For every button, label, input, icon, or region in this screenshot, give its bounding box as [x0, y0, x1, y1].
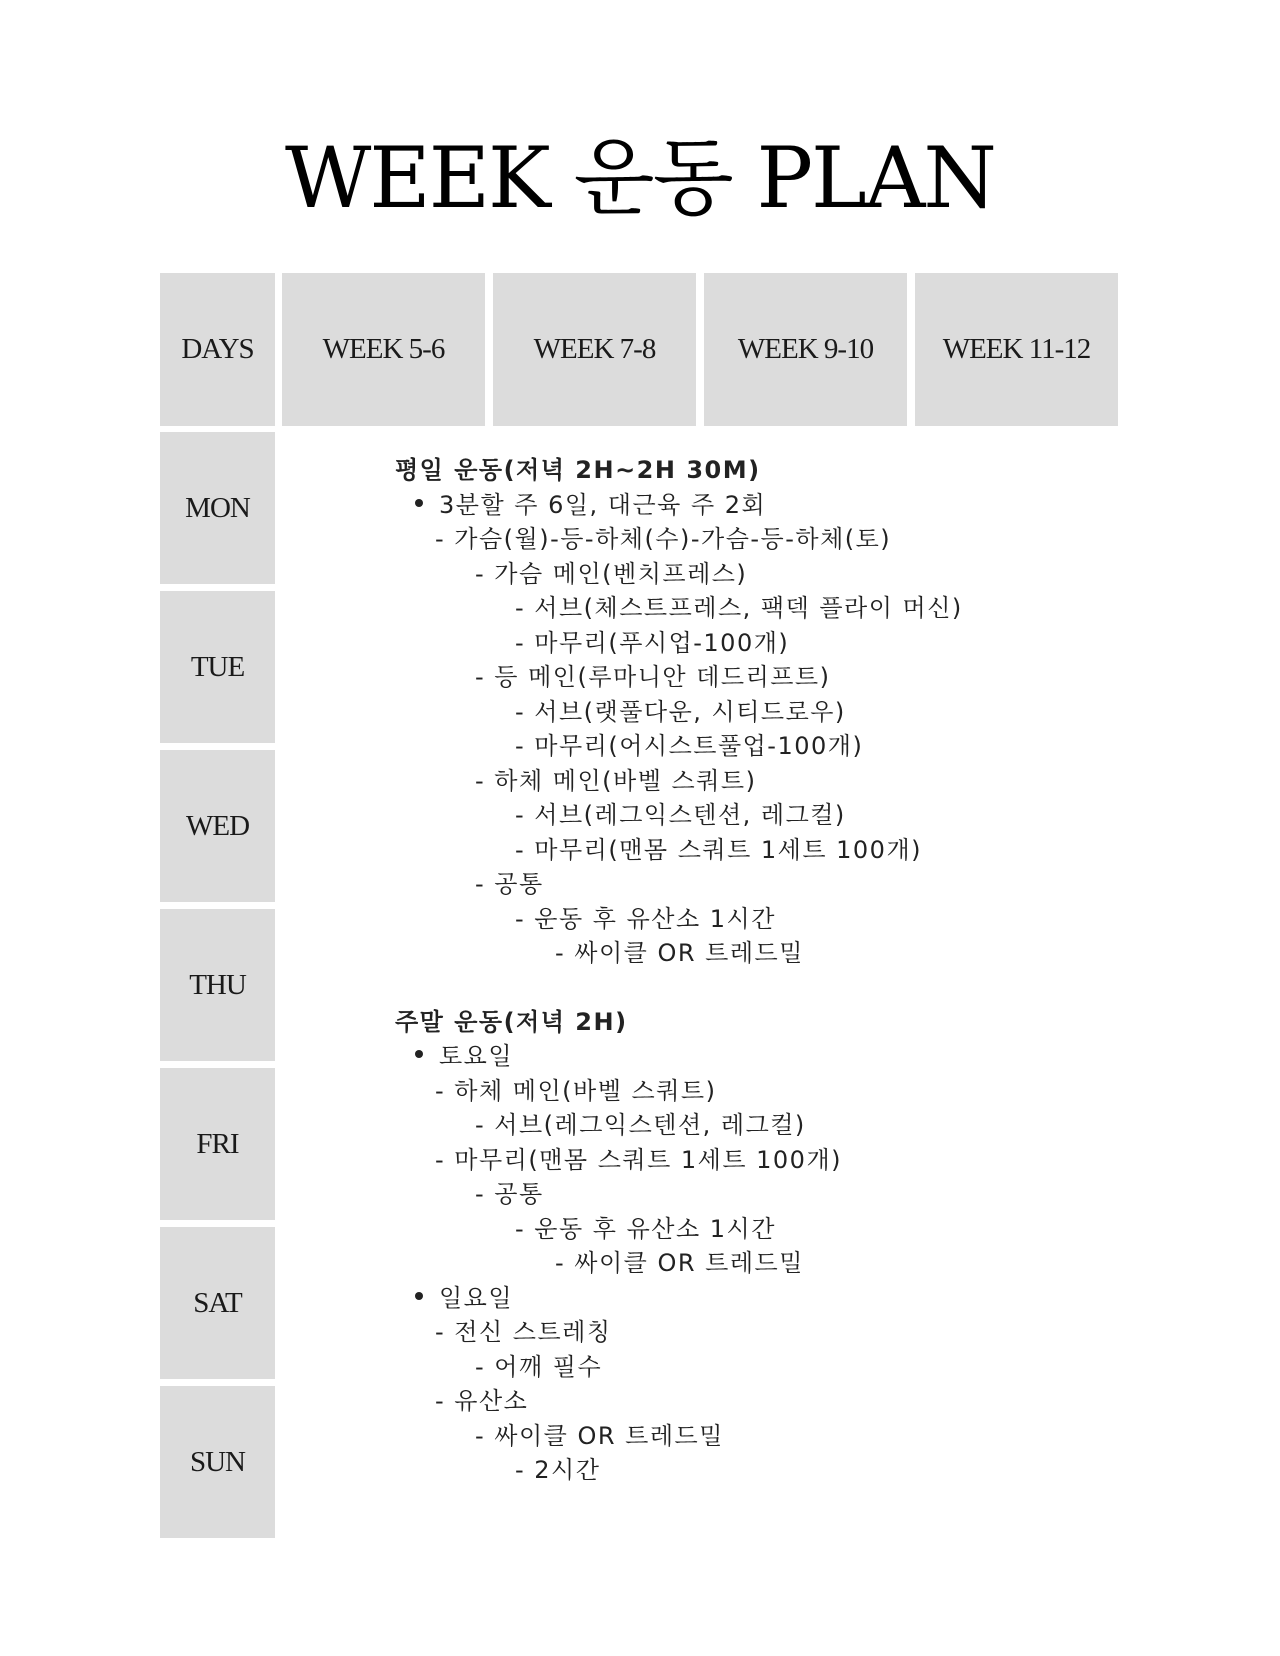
- plan-line: - 운동 후 유산소 1시간: [515, 904, 776, 933]
- plan-line: - 하체 메인(바벨 스쿼트): [475, 766, 757, 795]
- plan-line: - 가슴(월)-등-하체(수)-가슴-등-하체(토): [435, 525, 892, 553]
- plan-line: - 마무리(어시스트풀업-100개): [515, 732, 864, 760]
- weekend-plan-heading: 주말 운동(저녁 2H): [395, 1007, 628, 1036]
- plan-line: - 공통: [475, 1180, 544, 1208]
- header-week-7-8-cell: WEEK 7-8: [493, 273, 696, 426]
- day-cell-wed: WED: [160, 750, 275, 902]
- plan-line: - 유산소: [435, 1387, 529, 1415]
- header-days-cell: DAYS: [160, 273, 275, 426]
- plan-line: 일요일: [395, 1281, 1095, 1316]
- plan-line: - 싸이클 OR 트레드밀: [555, 939, 804, 967]
- day-cell-mon: MON: [160, 432, 275, 584]
- plan-line: - 마무리(맨몸 스쿼트 1세트 100개): [515, 835, 923, 864]
- plan-line: - 싸이클 OR 트레드밀: [475, 1421, 724, 1450]
- day-cell-tue: TUE: [160, 591, 275, 743]
- header-week-5-6-cell: WEEK 5-6: [282, 273, 485, 426]
- plan-line: - 서브(체스트프레스, 팩덱 플라이 머신): [515, 594, 963, 622]
- plan-line: - 싸이클 OR 트레드밀: [555, 1249, 804, 1277]
- workout-plan-text: [395, 453, 1095, 1488]
- plan-line: - 전신 스트레칭: [435, 1318, 612, 1346]
- page-title: WEEK 운동 PLAN: [285, 129, 995, 227]
- plan-line: - 서브(레그익스텐션, 레그컬): [475, 1111, 806, 1139]
- day-cell-fri: FRI: [160, 1068, 275, 1220]
- header-week-9-10-cell: WEEK 9-10: [704, 273, 907, 426]
- weekday-plan-heading: 평일 운동(저녁 2H~2H 30M): [395, 456, 761, 484]
- plan-line: - 마무리(맨몸 스쿼트 1세트 100개): [435, 1145, 843, 1174]
- plan-line: 토요일: [395, 1039, 1095, 1074]
- day-cell-sat: SAT: [160, 1227, 275, 1379]
- section-spacer: [395, 971, 1095, 1005]
- plan-line: - 운동 후 유산소 1시간: [515, 1214, 776, 1243]
- plan-line: 3분할 주 6일, 대근육 주 2회: [395, 488, 1095, 523]
- plan-line: - 가슴 메인(벤치프레스): [475, 559, 748, 588]
- header-week-11-12-cell: WEEK 11-12: [915, 273, 1118, 426]
- day-cell-thu: THU: [160, 909, 275, 1061]
- plan-line: - 서브(랫풀다운, 시티드로우): [515, 697, 846, 726]
- plan-line: - 마무리(푸시업-100개): [515, 628, 790, 657]
- plan-line: - 서브(레그익스텐션, 레그컬): [515, 801, 846, 829]
- day-cell-sun: SUN: [160, 1386, 275, 1538]
- plan-line: - 공통: [475, 870, 544, 898]
- plan-line: - 어깨 필수: [475, 1352, 603, 1381]
- plan-line: - 하체 메인(바벨 스쿼트): [435, 1076, 717, 1105]
- plan-line: - 등 메인(루마니안 데드리프트): [475, 663, 831, 691]
- plan-line: - 2시간: [515, 1456, 601, 1484]
